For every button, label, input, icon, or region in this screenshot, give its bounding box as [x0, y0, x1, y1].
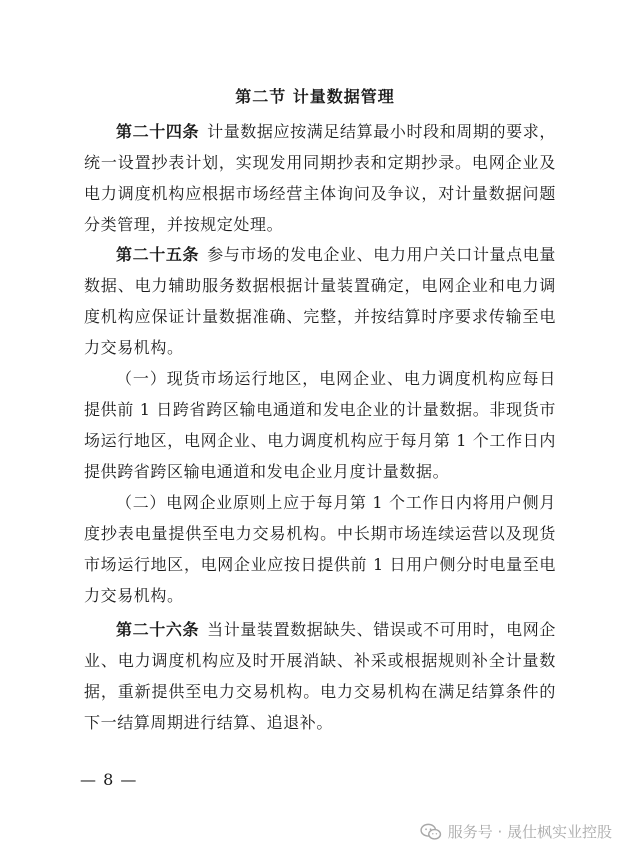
item-text: （一）现货市场运行地区，电网企业、电力调度机构应每日提供前 1 日跨省跨区输电通道和发电企业的计量数据。非现货市场运行地区，电网企业、电力调度机构应于每月第 1 个工作日内提供跨省跨区输电通道和发电企业月度计量数据。	[84, 369, 556, 481]
page-number: — 8 —	[80, 770, 138, 789]
section-title: 第二节 计量数据管理	[235, 87, 395, 106]
article-label: 第二十四条	[116, 122, 200, 141]
article-25-item-1	[84, 363, 556, 487]
article-text: 计量数据应按满足结算最小时段和周期的要求，统一设置抄表计划，实现发用同期抄表和定期抄录。电网企业及电力调度机构应根据市场经营主体询问及争议，对计量数据问题分类管理，并按规定处理。	[84, 122, 556, 234]
article-text: 当计量装置数据缺失、错误或不可用时，电网企业、电力调度机构应及时开展消缺、补采或根据规则补全计量数据，重新提供至电力交易机构。电力交易机构在满足结算条件的下一结算周期进行结算、追退补。	[84, 620, 556, 732]
article-24	[84, 116, 556, 240]
article-label: 第二十六条	[116, 620, 200, 639]
item-text: （二）电网企业原则上应于每月第 1 个工作日内将用户侧月度抄表电量提供至电力交易机构。中长期市场连续运营以及现货市场运行地区，电网企业应按日提供前 1 日用户侧分时电量至电力交易机构。	[84, 493, 556, 605]
watermark-text: 服务号 · 晟仕枫实业控股	[447, 823, 612, 841]
article-text: 参与市场的发电企业、电力用户关口计量点电量数据、电力辅助服务数据根据计量装置确定，电网企业和电力调度机构应保证计量数据准确、完整，并按结算时序要求传输至电力交易机构。	[84, 245, 556, 357]
article-25-item-2	[84, 487, 556, 611]
wechat-icon	[420, 823, 442, 841]
article-25	[84, 239, 556, 363]
watermark	[420, 821, 612, 842]
article-label: 第二十五条	[116, 245, 200, 264]
article-26	[84, 614, 556, 738]
